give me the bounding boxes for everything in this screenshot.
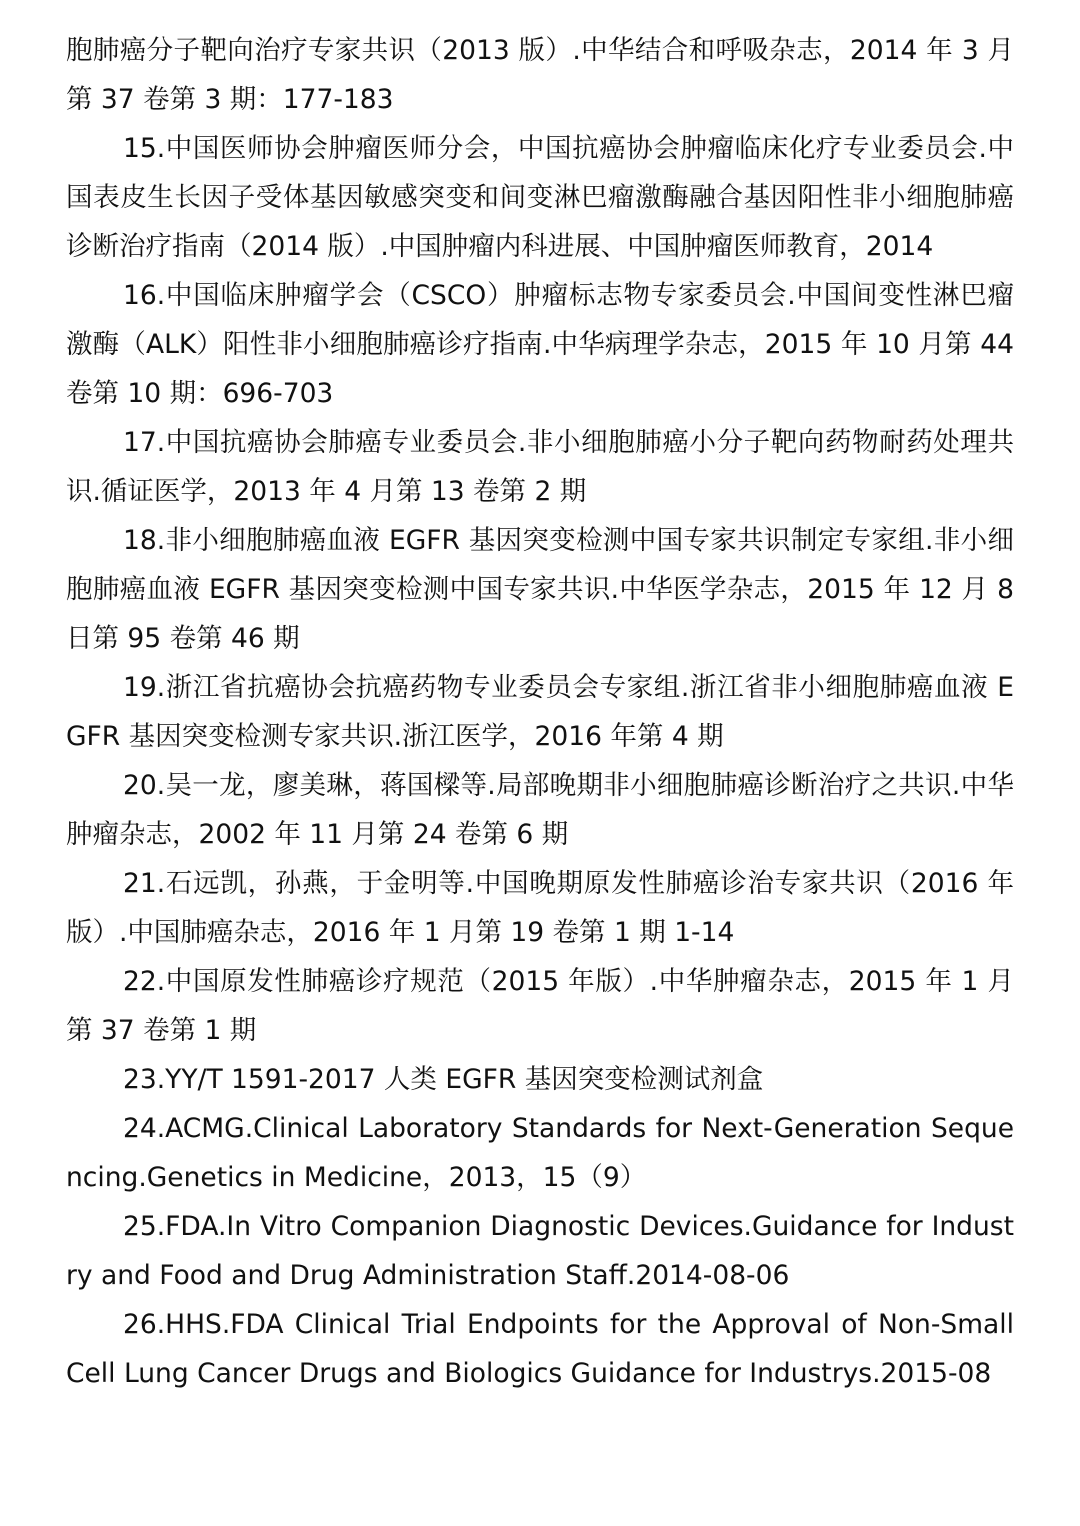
reference-list (66, 26, 1014, 1398)
reference-item-25: 25.FDA.In Vitro Companion Diagnostic Devices.Guidance for Industry and Food and Drug Administration Staff.2014-08-06 (66, 1211, 1014, 1291)
reference-item-21: 21.石远凯，孙燕，于金明等.中国晚期原发性肺癌诊治专家共识（2016 年版）.中国肺癌杂志，2016 年 1 月第 19 卷第 1 期 1-14 (66, 868, 1014, 948)
reference-item-22: 22.中国原发性肺癌诊疗规范（2015 年版）.中华肿瘤杂志，2015 年 1 月第 37 卷第 1 期 (66, 966, 1014, 1046)
reference-item-26: 26.HHS.FDA Clinical Trial Endpoints for the Approval of Non-Small Cell Lung Cancer Drugs and Biologics Guidance for Industrys.2015-08 (66, 1309, 1014, 1389)
reference-item-20: 20.吴一龙，廖美琳，蒋国樑等.局部晚期非小细胞肺癌诊断治疗之共识.中华肿瘤杂志，2002 年 11 月第 24 卷第 6 期 (66, 770, 1014, 850)
reference-item-19: 19.浙江省抗癌协会抗癌药物专业委员会专家组.浙江省非小细胞肺癌血液 EGFR 基因突变检测专家共识.浙江医学，2016 年第 4 期 (66, 672, 1014, 752)
reference-item-24: 24.ACMG.Clinical Laboratory Standards for Next-Generation Sequencing.Genetics in Medicine，2013，15（9） (66, 1113, 1014, 1193)
reference-item-16: 16.中国临床肿瘤学会（CSCO）肿瘤标志物专家委员会.中国间变性淋巴瘤激酶（ALK）阳性非小细胞肺癌诊疗指南.中华病理学杂志，2015 年 10 月第 44 卷第 10 期：696-703 (66, 280, 1014, 409)
reference-item-17: 17.中国抗癌协会肺癌专业委员会.非小细胞肺癌小分子靶向药物耐药处理共识.循证医学，2013 年 4 月第 13 卷第 2 期 (66, 427, 1014, 507)
reference-item-18: 18.非小细胞肺癌血液 EGFR 基因突变检测中国专家共识制定专家组.非小细胞肺癌血液 EGFR 基因突变检测中国专家共识.中华医学杂志，2015 年 12 月 8 日第 95 卷第 46 期 (66, 525, 1014, 654)
reference-item-23: 23.YY/T 1591-2017 人类 EGFR 基因突变检测试剂盒 (123, 1064, 764, 1095)
reference-item-14-continuation: 胞肺癌分子靶向治疗专家共识（2013 版）.中华结合和呼吸杂志，2014 年 3 月第 37 卷第 3 期：177-183 (66, 35, 1014, 115)
reference-item-15: 15.中国医师协会肿瘤医师分会，中国抗癌协会肿瘤临床化疗专业委员会.中国表皮生长因子受体基因敏感突变和间变淋巴瘤激酶融合基因阳性非小细胞肺癌诊断治疗指南（2014 版）.中国肿瘤内科进展、中国肿瘤医师教育，2014 (66, 133, 1014, 262)
